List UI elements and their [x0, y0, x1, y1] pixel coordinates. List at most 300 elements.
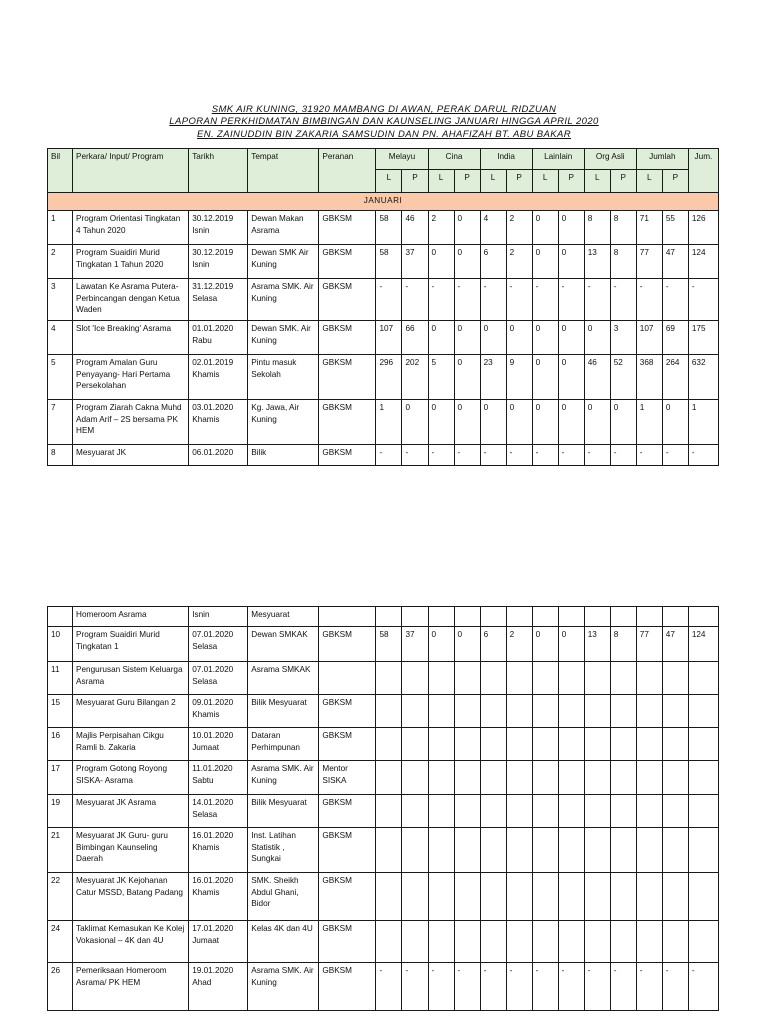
- table-row: [48, 921, 719, 963]
- cell-value: [454, 828, 480, 873]
- cell-value: -: [480, 445, 506, 466]
- cell-value: [402, 695, 428, 728]
- cell-program: Program Gotong Royong SISKA- Asrama: [73, 761, 189, 795]
- cell-value: [532, 728, 558, 761]
- cell-value: [662, 873, 688, 921]
- header-tarikh: Tarikh: [189, 149, 248, 193]
- cell-value: [454, 662, 480, 695]
- cell-value: 0: [584, 321, 610, 355]
- cell-program: Lawatan Ke Asrama Putera- Perbincangan dengan Ketua Waden: [73, 279, 189, 321]
- cell-value: [402, 873, 428, 921]
- subheader-l: L: [532, 170, 558, 193]
- cell-value: [376, 873, 402, 921]
- cell-tempat: Kg. Jawa, Air Kuning: [248, 400, 319, 445]
- cell-value: 6: [480, 627, 506, 662]
- cell-value: [428, 873, 454, 921]
- cell-peranan: GBKSM: [319, 963, 376, 1011]
- table2-body: [48, 607, 719, 1011]
- cell-value: 0: [532, 627, 558, 662]
- header-jumlah: Jumlah: [636, 149, 688, 170]
- cell-tempat: Bilik Mesyuarat: [248, 695, 319, 728]
- cell-tarikh: Isnin: [189, 607, 248, 627]
- cell-value: [506, 607, 532, 627]
- cell-value: 0: [402, 400, 428, 445]
- cell-value: 8: [610, 211, 636, 245]
- header-program: Perkara/ Input/ Program: [73, 149, 189, 193]
- cell-value: -: [376, 963, 402, 1011]
- cell-value: [662, 921, 688, 963]
- cell-value: 0: [428, 400, 454, 445]
- cell-value: [532, 695, 558, 728]
- cell-bil: 17: [48, 761, 73, 795]
- cell-peranan: GBKSM: [319, 627, 376, 662]
- cell-program: Mesyuarat JK Kejohanan Catur MSSD, Batang Padang: [73, 873, 189, 921]
- cell-value: 77: [636, 245, 662, 279]
- cell-value: 1: [376, 400, 402, 445]
- table-row: [48, 279, 719, 321]
- cell-value: [480, 607, 506, 627]
- cell-value: [662, 828, 688, 873]
- cell-value: [506, 828, 532, 873]
- cell-value: 2: [506, 627, 532, 662]
- cell-program: Program Ziarah Cakna Muhd Adam Arif – 2S bersama PK HEM: [73, 400, 189, 445]
- cell-value: 0: [428, 245, 454, 279]
- cell-tarikh: 10.01.2020 Jumaat: [189, 728, 248, 761]
- cell-value: [506, 921, 532, 963]
- cell-tarikh: 06.01.2020: [189, 445, 248, 466]
- cell-value: 0: [532, 355, 558, 400]
- cell-value: -: [428, 279, 454, 321]
- cell-value: [636, 873, 662, 921]
- cell-value: [454, 607, 480, 627]
- cell-tempat: Asrama SMK. Air Kuning: [248, 963, 319, 1011]
- cell-value: [610, 921, 636, 963]
- cell-value: [662, 662, 688, 695]
- cell-value: -: [454, 963, 480, 1011]
- cell-value: [506, 873, 532, 921]
- cell-value: 368: [636, 355, 662, 400]
- cell-value: -: [402, 279, 428, 321]
- cell-value: -: [636, 279, 662, 321]
- cell-value: [454, 795, 480, 828]
- cell-tempat: Asrama SMK. Air Kuning: [248, 279, 319, 321]
- header-jum: Jum.: [688, 149, 718, 193]
- table-row: [48, 400, 719, 445]
- cell-value: [428, 828, 454, 873]
- cell-value: 0: [454, 321, 480, 355]
- cell-value: [584, 761, 610, 795]
- cell-value: [584, 695, 610, 728]
- cell-value: [584, 828, 610, 873]
- cell-tarikh: 19.01.2020 Ahad: [189, 963, 248, 1011]
- cell-tarikh: 01.01.2020 Rabu: [189, 321, 248, 355]
- cell-value: [662, 728, 688, 761]
- cell-peranan: GBKSM: [319, 873, 376, 921]
- cell-bil: [48, 607, 73, 627]
- cell-value: -: [376, 445, 402, 466]
- cell-value: [506, 728, 532, 761]
- table-row: [48, 321, 719, 355]
- cell-value: 4: [480, 211, 506, 245]
- cell-value: 47: [662, 627, 688, 662]
- cell-value: 0: [532, 321, 558, 355]
- cell-value: [688, 761, 718, 795]
- cell-program: Mesyuarat JK Guru- guru Bimbingan Kaunseling Daerah: [73, 828, 189, 873]
- cell-value: 175: [688, 321, 718, 355]
- cell-value: [402, 795, 428, 828]
- subheader-l: L: [376, 170, 402, 193]
- subheader-l: L: [584, 170, 610, 193]
- table-row: [48, 245, 719, 279]
- cell-value: -: [584, 445, 610, 466]
- cell-value: 58: [376, 245, 402, 279]
- cell-tarikh: 31.12.2019 Selasa: [189, 279, 248, 321]
- cell-bil: 5: [48, 355, 73, 400]
- cell-peranan: GBKSM: [319, 321, 376, 355]
- cell-value: [636, 695, 662, 728]
- cell-value: [610, 873, 636, 921]
- cell-program: Slot 'Ice Breaking' Asrama: [73, 321, 189, 355]
- cell-tempat: Asrama SMK. Air Kuning: [248, 761, 319, 795]
- cell-value: [376, 828, 402, 873]
- cell-value: [558, 695, 584, 728]
- subheader-p: P: [558, 170, 584, 193]
- cell-value: 124: [688, 627, 718, 662]
- cell-value: [506, 662, 532, 695]
- cell-value: [558, 662, 584, 695]
- cell-value: [636, 761, 662, 795]
- cell-value: [402, 662, 428, 695]
- cell-tempat: Dewan SMKAK: [248, 627, 319, 662]
- cell-tarikh: 14.01.2020 Selasa: [189, 795, 248, 828]
- cell-value: [402, 921, 428, 963]
- cell-value: [558, 828, 584, 873]
- cell-value: 2: [428, 211, 454, 245]
- cell-peranan: GBKSM: [319, 695, 376, 728]
- cell-program: Program Orientasi Tingkatan 4 Tahun 2020: [73, 211, 189, 245]
- cell-peranan: Mentor SISKA: [319, 761, 376, 795]
- cell-value: [532, 921, 558, 963]
- cell-tempat: Asrama SMKAK: [248, 662, 319, 695]
- cell-value: 0: [558, 627, 584, 662]
- table-row: [48, 211, 719, 245]
- report-heading: [0, 104, 768, 141]
- cell-tarikh: 30.12.2019 Isnin: [189, 245, 248, 279]
- cell-value: 1: [636, 400, 662, 445]
- cell-value: 0: [558, 355, 584, 400]
- cell-bil: 24: [48, 921, 73, 963]
- cell-value: [610, 828, 636, 873]
- cell-value: [454, 873, 480, 921]
- cell-value: [584, 728, 610, 761]
- cell-value: 46: [402, 211, 428, 245]
- cell-value: [584, 662, 610, 695]
- table-row: [48, 607, 719, 627]
- cell-value: [688, 695, 718, 728]
- cell-value: [532, 761, 558, 795]
- header-peranan: Peranan: [319, 149, 376, 193]
- cell-tarikh: 16.01.2020 Khamis: [189, 828, 248, 873]
- cell-value: [636, 662, 662, 695]
- cell-value: [558, 607, 584, 627]
- cell-program: Pemeriksaan Homeroom Asrama/ PK HEM: [73, 963, 189, 1011]
- cell-value: 8: [584, 211, 610, 245]
- cell-program: Taklimat Kemasukan Ke Kolej Vokasional – 4K dan 4U: [73, 921, 189, 963]
- table-row: [48, 355, 719, 400]
- cell-tempat: Kelas 4K dan 4U: [248, 921, 319, 963]
- table-row: [48, 662, 719, 695]
- cell-tarikh: 11.01.2020 Sabtu: [189, 761, 248, 795]
- cell-value: 8: [610, 627, 636, 662]
- cell-value: -: [428, 963, 454, 1011]
- header-cina: Cina: [428, 149, 480, 170]
- cell-value: -: [532, 963, 558, 1011]
- cell-value: [662, 695, 688, 728]
- cell-bil: 1: [48, 211, 73, 245]
- cell-value: [376, 695, 402, 728]
- cell-tarikh: 17.01.2020 Jumaat: [189, 921, 248, 963]
- cell-value: [506, 795, 532, 828]
- cell-value: -: [584, 963, 610, 1011]
- cell-value: -: [532, 445, 558, 466]
- cell-program: Pengurusan Sistem Keluarga Asrama: [73, 662, 189, 695]
- cell-value: [688, 921, 718, 963]
- cell-value: 5: [428, 355, 454, 400]
- report-authors: EN. ZAINUDDIN BIN ZAKARIA SAMSUDIN DAN PN. AHAFIZAH BT. ABU BAKAR: [196, 128, 572, 140]
- cell-value: -: [532, 279, 558, 321]
- header-lainlain: Lainlain: [532, 149, 584, 170]
- cell-value: 632: [688, 355, 718, 400]
- cell-value: [480, 921, 506, 963]
- cell-value: [688, 607, 718, 627]
- table1-body: [48, 211, 719, 466]
- cell-bil: 10: [48, 627, 73, 662]
- cell-value: [428, 761, 454, 795]
- cell-value: -: [402, 963, 428, 1011]
- cell-peranan: GBKSM: [319, 921, 376, 963]
- subheader-p: P: [454, 170, 480, 193]
- cell-value: [376, 921, 402, 963]
- cell-value: [688, 662, 718, 695]
- cell-value: 126: [688, 211, 718, 245]
- subheader-p: P: [506, 170, 532, 193]
- cell-value: [428, 795, 454, 828]
- cell-program: Program Suaidiri Murid Tingkatan 1: [73, 627, 189, 662]
- cell-bil: 15: [48, 695, 73, 728]
- cell-value: -: [610, 279, 636, 321]
- cell-value: 37: [402, 627, 428, 662]
- cell-value: [532, 795, 558, 828]
- cell-value: -: [662, 445, 688, 466]
- cell-bil: 4: [48, 321, 73, 355]
- cell-value: -: [558, 445, 584, 466]
- cell-value: 0: [428, 627, 454, 662]
- cell-value: 13: [584, 245, 610, 279]
- cell-tarikh: 30.12.2019 Isnin: [189, 211, 248, 245]
- cell-value: [558, 728, 584, 761]
- cell-peranan: GBKSM: [319, 279, 376, 321]
- cell-value: 0: [558, 211, 584, 245]
- cell-value: [428, 921, 454, 963]
- cell-value: -: [662, 279, 688, 321]
- cell-bil: 2: [48, 245, 73, 279]
- cell-value: 0: [532, 211, 558, 245]
- cell-value: [558, 761, 584, 795]
- cell-value: 0: [454, 211, 480, 245]
- cell-value: [454, 761, 480, 795]
- cell-tempat: Mesyuarat: [248, 607, 319, 627]
- cell-value: [662, 795, 688, 828]
- cell-value: 23: [480, 355, 506, 400]
- cell-value: 0: [532, 400, 558, 445]
- table-row: [48, 761, 719, 795]
- cell-bil: 3: [48, 279, 73, 321]
- cell-value: -: [558, 279, 584, 321]
- cell-value: [636, 828, 662, 873]
- cell-value: 296: [376, 355, 402, 400]
- cell-value: [610, 695, 636, 728]
- cell-program: Program Suaidiri Murid Tingkatan 1 Tahun 2020: [73, 245, 189, 279]
- cell-value: [584, 873, 610, 921]
- cell-value: [480, 828, 506, 873]
- cell-peranan: GBKSM: [319, 728, 376, 761]
- cell-value: [402, 828, 428, 873]
- cell-peranan: [319, 662, 376, 695]
- cell-value: [532, 607, 558, 627]
- cell-bil: 8: [48, 445, 73, 466]
- cell-value: -: [480, 279, 506, 321]
- cell-value: [480, 662, 506, 695]
- cell-value: -: [428, 445, 454, 466]
- cell-program: Mesyuarat Guru Bilangan 2: [73, 695, 189, 728]
- table-row: [48, 695, 719, 728]
- cell-value: 0: [480, 400, 506, 445]
- cell-value: 55: [662, 211, 688, 245]
- cell-value: 0: [610, 400, 636, 445]
- cell-value: [532, 828, 558, 873]
- cell-value: [480, 695, 506, 728]
- cell-value: 58: [376, 211, 402, 245]
- cell-value: 0: [454, 400, 480, 445]
- cell-value: 2: [506, 245, 532, 279]
- cell-program: Program Amalan Guru Penyayang- Hari Pertama Persekolahan: [73, 355, 189, 400]
- cell-tempat: Dewan SMK. Air Kuning: [248, 321, 319, 355]
- month-row: [48, 193, 719, 211]
- cell-value: 0: [506, 400, 532, 445]
- cell-peranan: [319, 607, 376, 627]
- cell-value: [480, 728, 506, 761]
- cell-bil: 11: [48, 662, 73, 695]
- cell-value: [688, 828, 718, 873]
- cell-program: Majlis Perpisahan Cikgu Ramli b. Zakaria: [73, 728, 189, 761]
- cell-value: [584, 607, 610, 627]
- cell-value: [402, 728, 428, 761]
- cell-value: 0: [532, 245, 558, 279]
- subheader-l: L: [636, 170, 662, 193]
- cell-value: [532, 662, 558, 695]
- cell-value: 0: [662, 400, 688, 445]
- school-name: SMK AIR KUNING, 31920 MAMBANG DI AWAN, PERAK DARUL RIDZUAN: [211, 104, 557, 115]
- cell-value: [688, 728, 718, 761]
- cell-value: [428, 728, 454, 761]
- cell-value: 6: [480, 245, 506, 279]
- table-row: [48, 445, 719, 466]
- cell-peranan: GBKSM: [319, 245, 376, 279]
- cell-value: 37: [402, 245, 428, 279]
- cell-program: Mesyuarat JK: [73, 445, 189, 466]
- cell-bil: 22: [48, 873, 73, 921]
- cell-value: [454, 921, 480, 963]
- cell-value: [688, 873, 718, 921]
- cell-value: 0: [558, 321, 584, 355]
- cell-value: [376, 607, 402, 627]
- cell-tarikh: 03.01.2020 Khamis: [189, 400, 248, 445]
- cell-value: 0: [558, 400, 584, 445]
- cell-value: 9: [506, 355, 532, 400]
- cell-tempat: Dataran Perhimpunan: [248, 728, 319, 761]
- cell-value: 2: [506, 211, 532, 245]
- cell-value: [480, 795, 506, 828]
- header-tempat: Tempat: [248, 149, 319, 193]
- subheader-p: P: [610, 170, 636, 193]
- subheader-p: P: [662, 170, 688, 193]
- cell-bil: 21: [48, 828, 73, 873]
- table-row: [48, 873, 719, 921]
- cell-value: 8: [610, 245, 636, 279]
- cell-value: -: [480, 963, 506, 1011]
- cell-tarikh: 09.01.2020 Khamis: [189, 695, 248, 728]
- cell-value: -: [454, 279, 480, 321]
- cell-peranan: GBKSM: [319, 828, 376, 873]
- cell-peranan: GBKSM: [319, 211, 376, 245]
- cell-value: 58: [376, 627, 402, 662]
- cell-tempat: Inst. Latihan Statistik , Sungkai: [248, 828, 319, 873]
- cell-value: [610, 795, 636, 828]
- cell-value: 52: [610, 355, 636, 400]
- cell-value: [558, 921, 584, 963]
- cell-value: [428, 695, 454, 728]
- report-table-page-1: [47, 148, 719, 466]
- table-row: [48, 627, 719, 662]
- cell-value: 0: [454, 245, 480, 279]
- cell-value: 107: [636, 321, 662, 355]
- cell-value: 1: [688, 400, 718, 445]
- header-bil: Bil: [48, 149, 73, 193]
- cell-value: -: [506, 279, 532, 321]
- cell-value: [506, 761, 532, 795]
- cell-value: [688, 795, 718, 828]
- cell-value: [428, 607, 454, 627]
- cell-value: [558, 795, 584, 828]
- cell-value: 71: [636, 211, 662, 245]
- cell-value: 0: [558, 245, 584, 279]
- cell-value: [662, 761, 688, 795]
- cell-tempat: SMK. Sheikh Abdul Ghani, Bidor: [248, 873, 319, 921]
- cell-value: 46: [584, 355, 610, 400]
- cell-tempat: Dewan Makan Asrama: [248, 211, 319, 245]
- cell-value: [376, 728, 402, 761]
- cell-value: -: [688, 445, 718, 466]
- cell-value: [610, 662, 636, 695]
- cell-value: [636, 728, 662, 761]
- cell-value: [636, 795, 662, 828]
- cell-value: [376, 662, 402, 695]
- cell-tempat: Dewan SMK Air Kuning: [248, 245, 319, 279]
- cell-value: -: [662, 963, 688, 1011]
- cell-value: [402, 761, 428, 795]
- cell-peranan: GBKSM: [319, 795, 376, 828]
- table-row: [48, 963, 719, 1011]
